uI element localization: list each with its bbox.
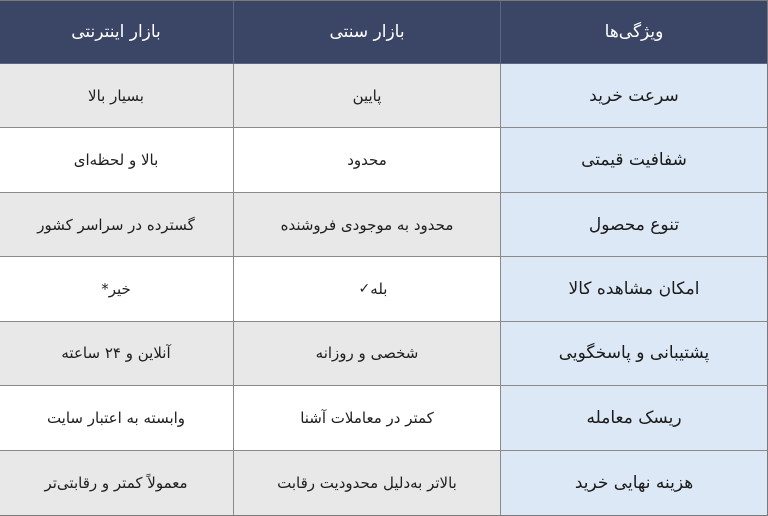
traditional-cell-text: بله (370, 279, 388, 298)
feature-cell: شفافیت قیمتی (500, 128, 767, 192)
traditional-cell (233, 257, 500, 321)
online-cell: معمولاً کمتر و رقابتی‌تر (0, 451, 233, 515)
online-cell: خیر* (0, 257, 233, 321)
online-cell: گسترده در سراسر کشور (0, 193, 233, 257)
online-cell: بسیار بالا (0, 64, 233, 128)
feature-cell: هزینه نهایی خرید (500, 451, 767, 515)
online-cell: وابسته به اعتبار سایت (0, 386, 233, 450)
traditional-cell: شخصی و روزانه (233, 322, 500, 386)
header-online-market: بازار اینترنتی (0, 1, 233, 64)
traditional-cell: محدود به موجودی فروشنده (233, 193, 500, 257)
online-cell: بالا و لحظه‌ای (0, 128, 233, 192)
feature-cell: پشتیبانی و پاسخگویی (500, 322, 767, 386)
header-features: ویژگی‌ها (500, 1, 767, 64)
checkmark-icon: ✓ (358, 280, 371, 297)
feature-cell: ریسک معامله (500, 386, 767, 450)
traditional-cell: بالاتر به‌دلیل محدودیت رقابت (233, 451, 500, 515)
feature-cell: تنوع محصول (500, 193, 767, 257)
header-traditional-market: بازار سنتی (233, 1, 500, 64)
traditional-cell: کمتر در معاملات آشنا (233, 386, 500, 450)
feature-cell: امکان مشاهده کالا (500, 257, 767, 321)
feature-cell: سرعت خرید (500, 64, 767, 128)
online-cell: آنلاین و ۲۴ ساعته (0, 322, 233, 386)
traditional-cell: پایین (233, 64, 500, 128)
traditional-cell: محدود (233, 128, 500, 192)
